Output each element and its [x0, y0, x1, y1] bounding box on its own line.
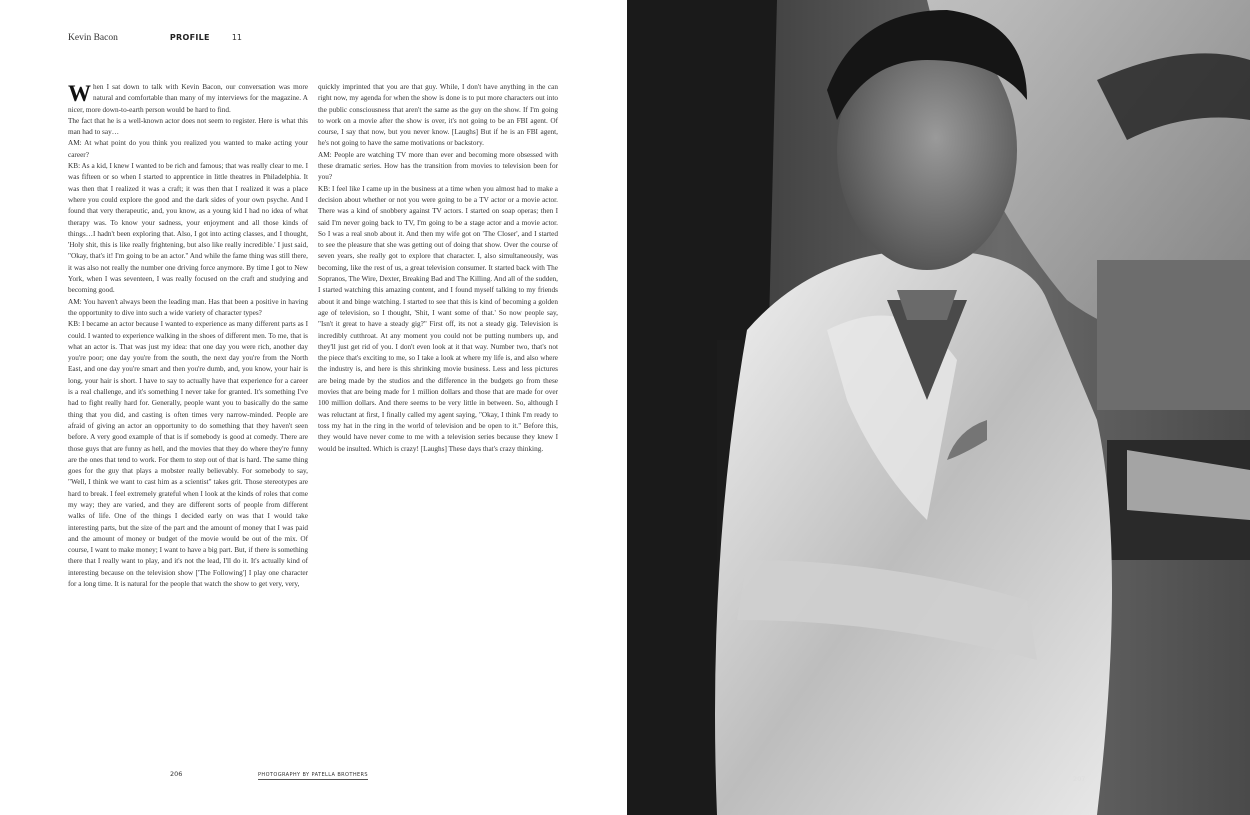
running-header	[68, 33, 242, 43]
header-page-number: 11	[231, 33, 242, 42]
right-page-number: 207	[1073, 775, 1086, 783]
paragraph: KB: As a kid, I knew I wanted to be rich and famous; that was really clear to me. I was fifteen or so when I started to apprentice in little theatres in Philadelphia. It was then that I realized it was a craft; it was then that I realized it was a place where you could explore the good and the dark sides of your own psyche. And I found that very therapeutic, and, you know, as a young kid I had no idea of what therapy was. To know your sadness, your enjoyment and all those kinds of things…I hadn't been exploring that. Also, I got into acting classes, and I thought, 'Holy shit, this is like really frightening, but also like really incredible.' I just said, "Okay, that's it! I'm going to be an actor." And while the fame thing was still there, it was also not really the number one driving force anymore. By time I got to New York, when I was seventeen, I was really focused on the craft and studying and becoming good.	[68, 162, 308, 295]
article-column-1	[68, 82, 308, 590]
header-name: Kevin Bacon	[68, 33, 118, 43]
paragraph: AM: People are watching TV more than ever and becoming more obsessed with these dramatic series. How has the transition from movies to television been for you?	[318, 150, 558, 182]
paragraph: KB: I became an actor because I wanted to experience as many different parts as I could. I wanted to experience walking in the shoes of different men. To me, that is what an actor is. That was just my idea: that one day you were rich, another day you're poor; one day you're from the south, the next day you're from the North East, and one day you're smart and then you're dumb, and, you know, your hair is long, your hair is short. I have to say to actually have that experience for a career is a real challenge, and it's something I never take for granted. It's something I've had to fight really hard for. Generally, people want you to basically do the same thing that you did, and casting is often times very narrow-minded. People are afraid of giving an actor an opportunity to do something that they haven't seen before. A very good example of that is if somebody is good at comedy. There are those guys that are funny as hell, and the movies that they do where they're funny are the ones that tend to work. For them to step out of that is hard. The same thing goes for the guy that plays a mobster really believably. For somebody to say, "Well, I think we want to cast him as a scientist" takes grit. Those stereotypes are hard to break. I feel extremely grateful when I look at the kinds of roles that come my way; they are varied, and they are different sorts of people from different walks of life. One of the things I decided early on was that I would take interesting parts, but the size of the part and the amount of money that I was paid and the amount of money or budget of the movie would be out of the mix. Of course, I want to make money; I want to have a big part. But, if there is something there that I really want to play, and it's not the lead, I'll do it. It's actually kind of interesting because on the television show ['The Following'] I play one character for a long time. It is natural for the people that watch the show to get very, very,	[68, 320, 308, 589]
paragraph: AM: You haven't always been the leading man. Has that been a positive in having the opportunity to dive into such a wide variety of character types?	[68, 297, 308, 317]
photo-credit: PHOTOGRAPHY BY PATELLA BROTHERS	[258, 772, 368, 778]
background-machine	[1097, 260, 1250, 410]
left-page-number: 206	[170, 770, 183, 778]
portrait-photo	[627, 0, 1250, 815]
drop-cap: W	[68, 81, 91, 106]
paragraph: AM: At what point do you think you realized you wanted to make acting your career?	[68, 139, 308, 159]
paragraph: KB: I feel like I came up in the business at a time when you almost had to make a decision about whether or not you were going to be a TV actor or a movie actor. There was a kind of snobbery against TV actors. I started on soap operas; then I said I'm never going back to TV, I'm going to be a stage actor and a movie actor. So I was a real snob about it. And then my wife got on 'The Closer', and I started to see the pleasure that she was getting out of doing that show. Over the course of seven years, she really got to explore that character. I, also simultaneously, was becoming, like the rest of us, a great television consumer. It started back with The Sopranos, The Wire, Dexter, Breaking Bad and The Killing. And all of the sudden, I started watching this amazing content, and I found myself talking to my friends about it and binge watching. I started to see that this is kind of becoming a golden age of television, so I thought, 'Shit, I want some of that.' So now people say, "Isn't it great to have a steady gig?" First off, its not a steady gig. Television is incredibly cutthroat. At any moment you could not be putting numbers up, and they'll just get rid of you. I don't even look at it that way. Number two, that's not the piece that's exciting to me, so I take a look at where my life is, and also where the industry is, and here is this shrinking movie business. Less and less pictures are being made by the studios and the difference in the budgets go from these movies that are being made for 1 million dollars and those that are made for over 100 million dollars. And there seems to be very little in between. So, although I was reluctant at first, I finally called my agent saying, "Okay, I think I'm ready to toss my hat in the ring in the world of television and be open to it." Before this, they would have never come to me with a television series because they knew I would be insulted. Which is crazy! [Laughs] These days that's crazy thinking.	[318, 184, 558, 453]
header-section: PROFILE	[169, 33, 210, 42]
article-column-2	[318, 82, 558, 455]
paragraph: quickly imprinted that you are that guy. While, I don't have anything in the can right now, my agenda for when the show is done is to put more characters out into the public consciousness that aren't the same as the guy on the show. If I'm going to work on a movie after the show is over, it's not going to be an FBI agent. Of course, I say that now, but you never know. [Laughs] But if he is an FBI agent, he's not going to have the same motivations or backstory.	[318, 83, 558, 148]
paragraph	[68, 82, 308, 116]
paragraph-text: hen I sat down to talk with Kevin Bacon, our conversation was more natural and comfortable than many of my interviews for the magazine. A nicer, more down-to-earth person would be hard to find.	[68, 83, 308, 114]
neck	[897, 290, 957, 320]
portrait-illustration	[627, 0, 1250, 815]
paragraph: The fact that he is a well-known actor does not seem to register. Here is what this man had to say…	[68, 116, 308, 137]
